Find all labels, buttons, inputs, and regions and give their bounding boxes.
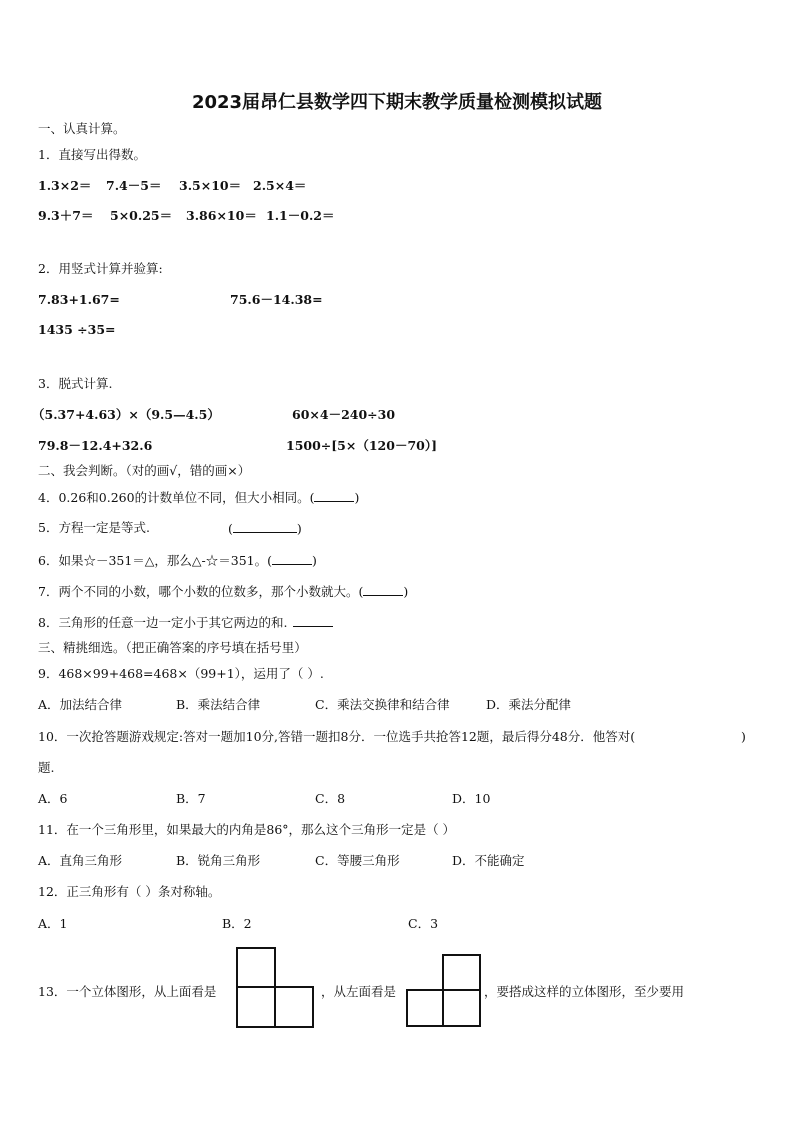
question-2-label: 2．用竖式计算并验算:	[38, 261, 163, 276]
question-13-part1: 13．一个立体图形，从上面看是	[38, 984, 217, 999]
top-view-square	[237, 948, 275, 987]
option-c: C．8	[315, 791, 346, 806]
option-d: D．不能确定	[452, 853, 525, 868]
option-a: A．加法结合律	[38, 697, 123, 712]
question-4-text: 4．0.26和0.260的计数单位不同，但大小相同。(	[38, 490, 315, 505]
section-3-heading: 三、精挑细选。（把正确答案的序号填在括号里）	[38, 640, 307, 655]
left-view-figure	[406, 954, 482, 1028]
calc-item: 9.3＋7＝	[38, 208, 94, 223]
question-10: 10．一次抢答题游戏规定:答对一题加10分,答错一题扣8分．一位选手共抢答12题，最后得分48分．他答对(	[38, 729, 636, 744]
calc-item: 3.86×10＝	[186, 208, 257, 223]
calc-item: 7.4－5＝	[106, 178, 162, 193]
top-view-square	[237, 987, 275, 1027]
question-10-close: )	[741, 729, 746, 744]
option-b: B．2	[222, 916, 252, 931]
answer-blank[interactable]	[363, 583, 403, 596]
question-4	[38, 489, 359, 506]
calc-item: 1.3×2＝	[38, 178, 92, 193]
question-8	[38, 614, 333, 631]
calc-item: 5×0.25＝	[110, 208, 173, 223]
left-view-square	[407, 990, 443, 1026]
option-c: C．乘法交换律和结合律	[315, 697, 450, 712]
option-b: B．7	[176, 791, 206, 806]
option-c: C．等腰三角形	[315, 853, 400, 868]
calc-item: 3.5×10＝	[179, 178, 242, 193]
question-3-label: 3．脱式计算.	[38, 376, 113, 391]
section-2-heading: 二、我会判断。（对的画√，错的画×）	[38, 463, 251, 478]
option-a: A．6	[38, 791, 68, 806]
vertical-calc-c: 1435 ÷35=	[38, 322, 116, 337]
answer-blank[interactable]	[293, 614, 333, 627]
question-8-text: 8．三角形的任意一边一定小于其它两边的和.	[38, 615, 288, 630]
expression-a: （5.37+4.63）×（9.5—4.5）	[32, 407, 220, 422]
vertical-calc-b: 75.6－14.38=	[230, 292, 323, 307]
question-6	[38, 552, 317, 569]
question-13-part3: ，要搭成这样的立体图形，至少要用	[484, 984, 685, 999]
expression-d: 1500÷[5×（120－70）]	[286, 438, 438, 453]
question-7	[38, 583, 408, 600]
question-5: 5．方程一定是等式.	[38, 520, 150, 535]
answer-blank[interactable]	[272, 552, 312, 565]
expression-c: 79.8－12.4+32.6	[38, 438, 153, 453]
question-11: 11．在一个三角形里，如果最大的内角是86°，那么这个三角形一定是（ ）	[38, 822, 456, 837]
question-5-open: (	[228, 521, 233, 536]
question-5-close: )	[296, 521, 302, 536]
left-view-square	[443, 990, 480, 1026]
question-7-text: 7．两个不同的小数，哪个小数的位数多，那个小数就大。(	[38, 584, 364, 599]
question-4-close: )	[354, 490, 360, 505]
option-c: C．3	[408, 916, 439, 931]
top-view-square	[275, 987, 313, 1027]
calc-item: 1.1－0.2＝	[266, 208, 335, 223]
option-a: A．1	[38, 916, 68, 931]
top-view-figure	[236, 947, 314, 1029]
option-b: B．乘法结合律	[176, 697, 261, 712]
question-9: 9．468×99+468=468×（99+1），运用了（ ）.	[38, 666, 324, 681]
left-view-square	[443, 955, 480, 990]
section-1-heading: 一、认真计算。	[38, 121, 126, 136]
question-13-part2: ，从左面看是	[321, 984, 397, 999]
question-1-label: 1．直接写出得数。	[38, 147, 146, 162]
question-12: 12．正三角形有（ ）条对称轴。	[38, 884, 221, 899]
question-7-close: )	[403, 584, 409, 599]
question-6-text: 6．如果☆－351＝△，那么△-☆＝351。(	[38, 553, 272, 568]
question-5-answer	[228, 520, 302, 537]
answer-blank[interactable]	[233, 520, 297, 533]
question-10-cont: 题.	[38, 760, 55, 775]
option-a: A．直角三角形	[38, 853, 123, 868]
option-b: B．锐角三角形	[176, 853, 261, 868]
option-d: D．10	[452, 791, 491, 806]
answer-blank[interactable]	[314, 489, 354, 502]
calc-item: 2.5×4＝	[253, 178, 307, 193]
question-6-close: )	[312, 553, 317, 568]
expression-b: 60×4－240÷30	[292, 407, 396, 422]
vertical-calc-a: 7.83+1.67=	[38, 292, 120, 307]
option-d: D．乘法分配律	[486, 697, 572, 712]
page-title: 2023届昂仁县数学四下期末教学质量检测模拟试题	[191, 92, 603, 113]
